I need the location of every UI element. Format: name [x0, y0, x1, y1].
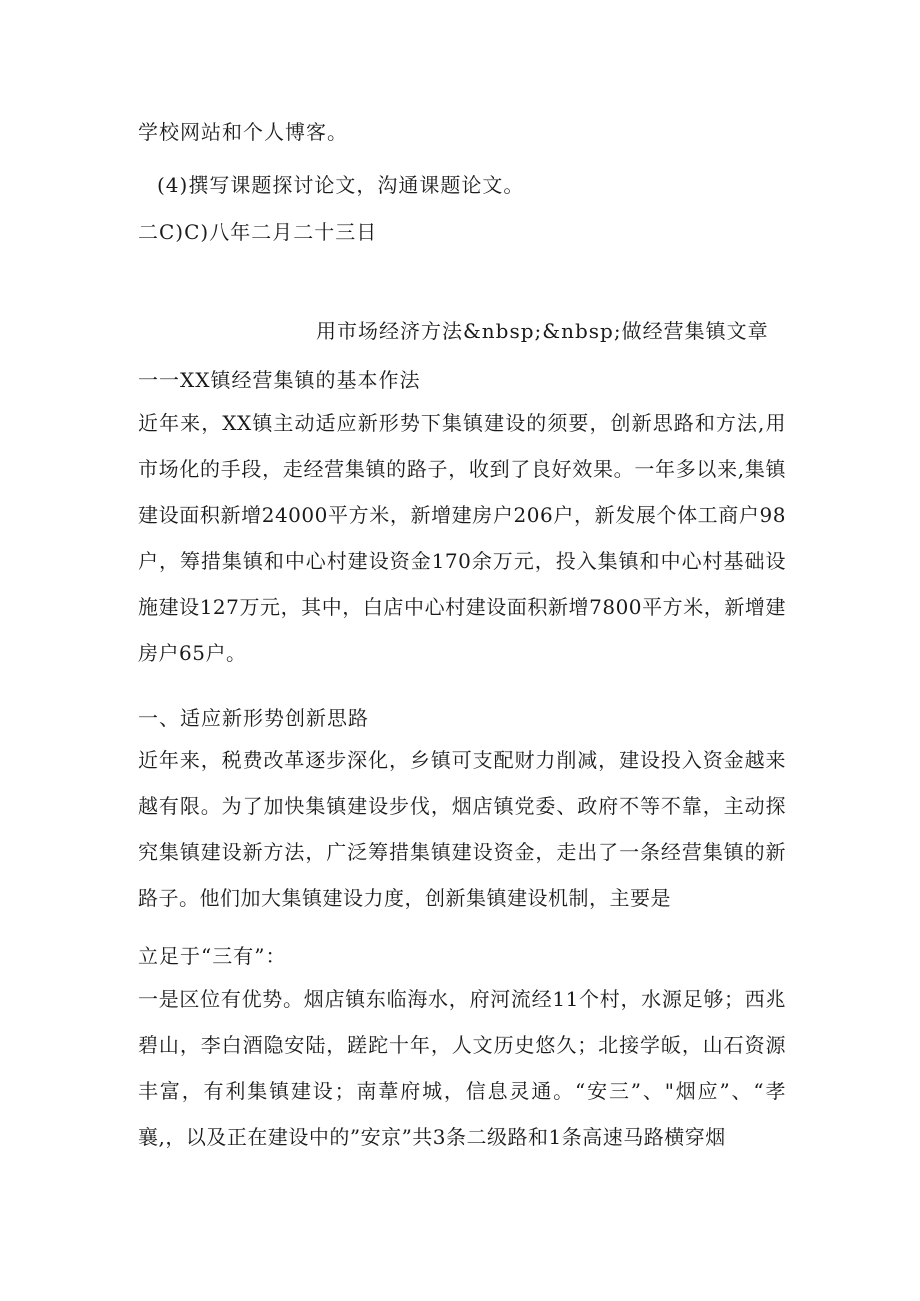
- continuation-line: 学校网站和个人博客。: [138, 120, 348, 144]
- line-three-haves: 立足于“三有”：: [138, 944, 287, 968]
- paragraph-context: 近年来，税费改革逐步深化，乡镇可支配财力削减，建设投入资金越来越有限。为了加快集镇建设步伐，烟店镇党委、政府不等不靠，主动探究集镇建设新方法，广泛筹措集镇建设资金，走出了一条经营集镇的新路子。他们加大集镇建设力度，创新集镇建设机制，主要是: [138, 748, 786, 910]
- section-heading-basic-methods: 一一XX镇经营集镇的基本作法: [138, 368, 421, 392]
- paragraph-overview: 近年来，XX镇主动适应新形势下集镇建设的须要，创新思路和方法,用市场化的手段，走经营集镇的路子，收到了良好效果。一年多以来,集镇建设面积新增24000平方米，新增建房户206户，新发展个体工商户98户，筹措集镇和中心村建设资金170余万元，投入集镇和中心村基础设施建设127万元，其中，白店中心村建设面积新增7800平方米，新增建房户65户。: [138, 411, 786, 665]
- article-title: 用市场经济方法&nbsp;&nbsp;做经营集镇文章: [316, 319, 769, 343]
- paragraph-location-advantage: 一是区位有优势。烟店镇东临海水，府河流经11个村，水源足够；西兆碧山，李白酒隐安陆，蹉跎十年，人文历史悠久；北接学皈，山石资源丰富，有利集镇建设；南葦府城，信息灵通。“安三”、"烟应”、“孝襄,，以及正在建设中的”安京”共3条二级路和1条高速马路横穿烟: [138, 987, 786, 1149]
- list-item-4: (4)撰写课题探讨论文，沟通课题论文。: [157, 173, 525, 197]
- date-line: 二C)C)八年二月二十三日: [138, 220, 378, 244]
- section-heading-new-thinking: 一、适应新形势创新思路: [138, 706, 369, 730]
